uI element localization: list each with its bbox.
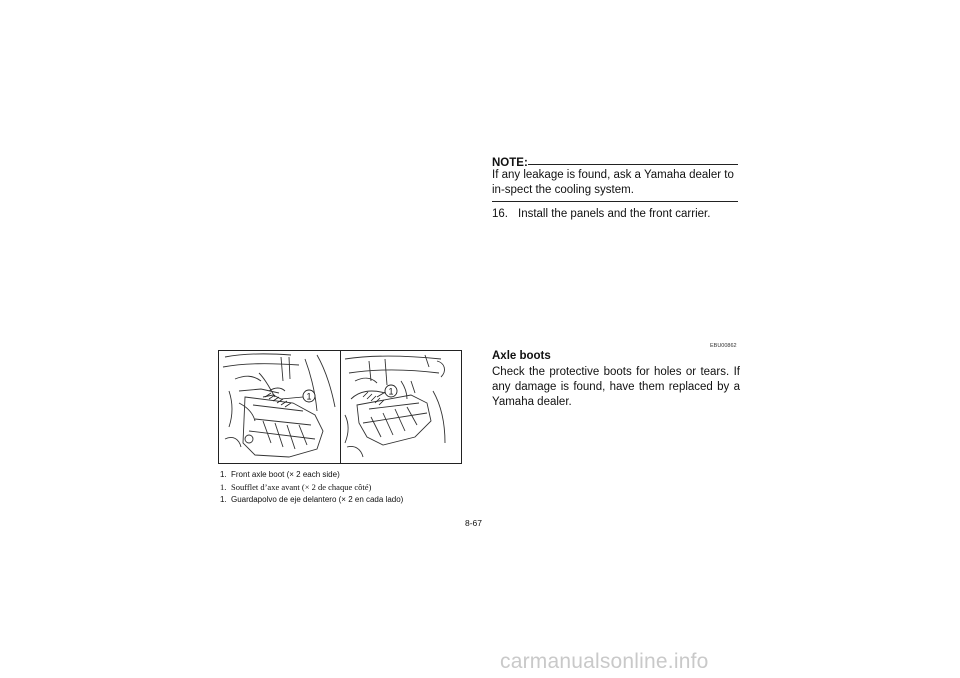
note-top-rule [528, 164, 738, 165]
note-bottom-rule [492, 201, 738, 202]
caption-number: 1. [220, 482, 227, 492]
caption-text: Front axle boot (× 2 each side) [231, 470, 340, 479]
section-body: Check the protective boots for holes or tears. If any damage is found, have them replaced by a Yamaha dealer. [492, 366, 740, 408]
callout-1-right: 1 [388, 386, 394, 397]
caption-spanish [220, 495, 403, 505]
caption-text: Soufflet d’axe avant (× 2 de chaque côté) [231, 482, 372, 492]
callout-1-left: 1 [306, 391, 312, 402]
caption-english [220, 470, 340, 480]
page-number: 8-67 [465, 518, 483, 528]
section-code: EBU00862 [710, 343, 737, 349]
note-label: NOTE: [492, 157, 528, 169]
section-heading: Axle boots [492, 350, 551, 362]
axle-boot-illustration-left [219, 351, 340, 463]
caption-french [220, 482, 371, 492]
caption-text: Guardapolvo de eje delantero (× 2 en cada lado) [231, 495, 404, 504]
axle-boot-figure [218, 350, 462, 464]
watermark: carmanualsonline.info [500, 650, 709, 673]
axle-boot-illustration-right [341, 351, 462, 463]
step-text: Install the panels and the front carrier. [518, 208, 711, 220]
step-16 [492, 207, 710, 221]
note-text: If any leakage is found, ask a Yamaha dealer to in-spect the cooling system. [492, 169, 734, 196]
step-number: 16. [492, 208, 508, 220]
caption-number: 1. [220, 470, 227, 479]
caption-number: 1. [220, 495, 227, 504]
